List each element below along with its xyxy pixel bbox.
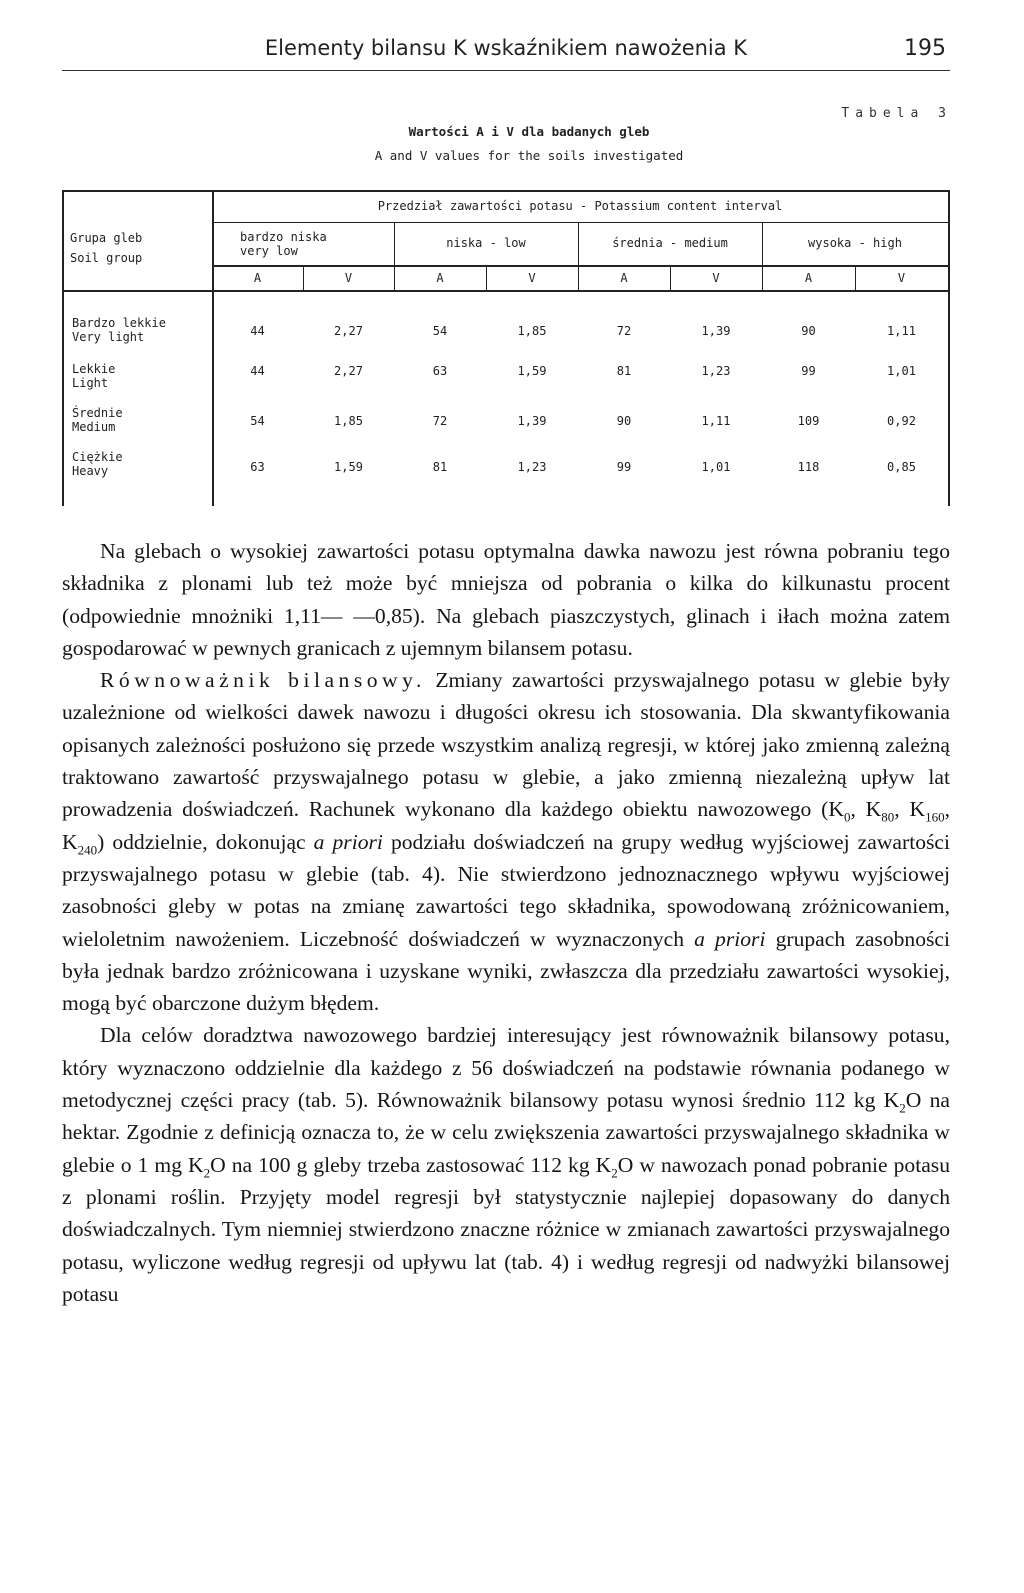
table-cell: 72 [616,324,632,338]
row-label: Lekkie Light [72,362,116,390]
table-cell: 1,59 [334,460,363,474]
table-caption-english: A and V values for the soils investigated [374,148,684,163]
group-header-very-low: bardzo niska very low [240,230,327,258]
potassium-interval-header: Przedział zawartości potasu - Potassium content interval [377,199,783,213]
subheader-v: V [897,271,906,285]
row-label: Bardzo lekkie Very light [72,316,166,344]
table-cell: 44 [250,324,265,338]
group-header-low: niska - low [446,236,526,250]
table-cell: 1,39 [517,414,547,428]
row-header-cell: Grupa gleb Soil group [70,231,143,265]
subheader-a: A [804,271,813,285]
table-cell: 54 [250,414,265,428]
table-cell: 1,01 [887,364,916,378]
group-header-medium: średnia - medium [612,236,728,250]
table-cell: 72 [432,414,448,428]
table-cell: 1,11 [887,324,916,338]
table-cell: 2,27 [334,324,363,338]
table-cell: 1,39 [701,324,731,338]
table-cell: 99 [616,460,632,474]
subheader-a: A [620,271,628,285]
table-cell: 90 [616,414,632,428]
row-label: Ciężkie Heavy [72,450,123,478]
table-cell: 1,59 [517,364,547,378]
table-cell: 1,11 [701,414,731,428]
body-text [62,535,950,1310]
paragraph: Na glebach o wysokiej zawartości potasu optymalna dawka nawozu jest równa pobraniu tego składnika z plonami lub też może być mniejsza od pobrania o kilka do kilkunastu procent (odpowiednie mnożniki 1,11— —0,85). Na glebach piaszczystych, glinach i iłach można zatem gospodarować w pewnych granicach z ujemnym bilansem potasu. [62,539,950,660]
subheader-a: A [253,271,262,285]
subheader-v: V [528,271,536,285]
page-number: 195 [904,36,946,61]
table-cell: 63 [250,460,265,474]
table-cell: 44 [250,364,265,378]
table-cell: 54 [432,324,448,338]
paragraph: Równoważnik bilansowy. Zmiany zawartości przyswajalnego potasu w glebie były uzależnione od wielkości dawek nawozu i długości okresu ich stosowania. Dla skwantyfikowania opisanych zależności posłużono się przede wszystkim analizą regresji, w której jako zmienną zależną traktowano zawartość przyswajalnego potasu w glebie, a jako zmienną niezależną upływ lat prowadzenia doświadczeń. Rachunek wykonano dla każdego obiektu nawozowego ($K_0$, $K_{80}$, $K_{160}$, $K_{240}$) oddzielnie, dokonując a priori podziału doświadczeń na grupy według wyjściowej zawartości przyswajalnego potasu w glebie (tab. 4). Nie stwierdzono jednoznacznego wpływu wyjściowej zasobności gleby w potas na zmianę zawartości tego składnika, spowodowaną zróżnicowaniem, wieloletnim nawożeniem. Liczebność doświadczeń w wyznaczonych a priori grupach zasobności była jednak bardzo zróżnicowana i uzyskane wyniki, zwłaszcza dla przedziału zawartości wysokiej, mogą być obarczone dużym błędem. [62,668,950,1016]
table-cell: 2,27 [334,364,363,378]
section-heading: Równoważnik bilansowy. [100,668,426,693]
table-cell: 63 [432,364,448,378]
table-cell: 0,85 [887,460,916,474]
table-cell: 81 [432,460,448,474]
table-cell: 90 [801,324,816,338]
data-table [62,190,950,506]
table-cell: 1,85 [517,324,547,338]
table-cell: 1,01 [701,460,731,474]
table-cell: 0,92 [887,414,916,428]
paragraph: Dla celów doradztwa nawozowego bardziej interesujący jest równoważnik bilansowy potasu, który wyznaczono oddzielnie dla każdego z 56 doświadczeń na podstawie równania podanego w metodycznej części pracy (tab. 5). Równoważnik bilansowy potasu wynosi średnio 112 kg $K_2O$ na hektar. Zgodnie z definicją oznacza to, że w celu zwiększenia zawartości przyswajalnego składnika w glebie o 1 mg $K_2O$ na 100 g gleby trzeba zastosować 112 kg $K_2O$ w nawozach ponad pobranie potasu z plonami roślin. Przyjęty model regresji był statystycznie najlepiej dopasowany do danych doświadczalnych. Tym niemniej stwierdzono znaczne różnice w zmianach zawartości przyswajalnego potasu, wyliczone według regresji od upływu lat (tab. 4) i według regresji od nadwyżki bilansowej potasu [62,1023,951,1306]
running-header [62,34,950,71]
table-cell: 1,23 [517,460,547,474]
table-cell: 1,23 [701,364,731,378]
running-title: Elementy bilansu K wskaźnikiem nawożenia K [264,36,748,60]
group-header-high: wysoka - high [808,236,902,250]
table-cell: 1,85 [334,414,363,428]
table-cell: 99 [801,364,816,378]
row-label: Średnie Medium [72,406,123,434]
table-cell: 118 [797,460,820,474]
table-caption-polish: Wartości A i V dla badanych gleb [408,124,650,139]
table-label: Tabela 3 [841,106,952,121]
subheader-a: A [436,271,444,285]
table-cell: 109 [797,414,820,428]
subheader-v: V [712,271,720,285]
subheader-v: V [344,271,353,285]
table-cell: 81 [616,364,632,378]
